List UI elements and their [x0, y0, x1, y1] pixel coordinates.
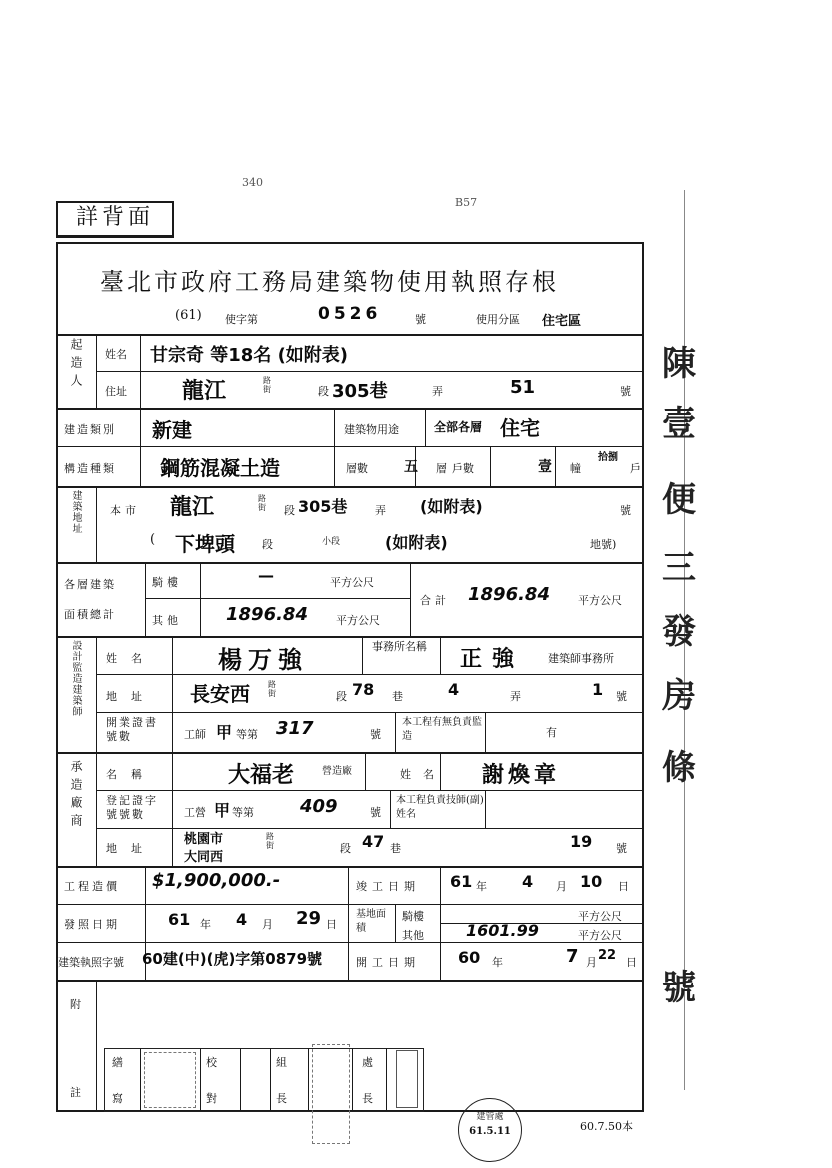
issue-month-label: 月: [262, 918, 273, 931]
round-stamp-text: 建管處: [476, 1112, 504, 1122]
site-lot-value: (如附表): [385, 533, 448, 552]
floors-unit: 層: [436, 462, 447, 475]
footer-code: 60.7.50本: [580, 1120, 633, 1133]
contractor-reg-prefix: 工營: [184, 806, 206, 819]
designer-office-value: 正強: [460, 647, 525, 672]
base-arcade-label: 騎樓: [402, 910, 424, 923]
designer-office-label: 事務所名稱: [372, 640, 427, 653]
permit-number: 0526: [318, 304, 382, 324]
finish-month-label: 月: [556, 880, 567, 893]
designer-license-label: 開業證書號數: [106, 716, 158, 743]
use-floor-note: 全部各層: [434, 420, 483, 434]
contractor-reg-mid: 等第: [232, 806, 254, 819]
designer-name-label: 姓名: [106, 652, 156, 665]
permit-type: 使字第: [225, 313, 258, 326]
floors-label: 層數: [346, 462, 368, 475]
designer-supervise-label: 本工程有無負責監造: [402, 717, 482, 742]
building-label: 幢: [570, 462, 581, 475]
start-day-label: 日: [626, 956, 637, 969]
signoff-char-4: 對: [206, 1092, 217, 1105]
builder-name-label: 姓名: [105, 348, 127, 361]
site-city: 本市: [110, 504, 140, 517]
contractor-section-label: 承造廠商: [69, 760, 83, 832]
start-month: 7: [566, 946, 579, 967]
designer-license-mid: 等第: [236, 728, 258, 741]
site-lot-section-label: 段: [262, 538, 273, 551]
signoff-char-5: 組: [276, 1056, 287, 1069]
builder-alley-label: 弄: [432, 385, 443, 398]
issue-month: 4: [236, 910, 248, 929]
designer-addr-unit: 路街: [268, 680, 276, 698]
designer-section-label: 設計監造建築師: [70, 640, 81, 717]
area-arcade-label: 騎樓: [152, 576, 182, 589]
notes-label-2: 註: [70, 1086, 81, 1099]
area-other-unit: 平方公尺: [336, 614, 380, 627]
designer-lane: 78: [352, 680, 375, 699]
side-char-2: 壹: [662, 404, 696, 444]
contractor-no-label: 號: [616, 842, 627, 855]
permit-stub-frame: [56, 242, 644, 1112]
seal-stamp-1: [144, 1052, 196, 1108]
structure-label: 構造種類: [64, 462, 116, 475]
build-category-label: 建造類別: [64, 423, 116, 436]
builder-section-label: 起造人: [69, 338, 83, 392]
site-no-label: 號: [620, 504, 631, 517]
floors-value: 五: [404, 459, 418, 475]
back-detail-tab: 詳背面: [56, 201, 174, 238]
designer-addr-label: 地址: [106, 690, 156, 703]
designer-license-prefix: 工師: [184, 728, 206, 741]
finish-day-label: 日: [618, 880, 629, 893]
round-stamp-date: 61.5.11: [469, 1126, 511, 1137]
builder-lane-label: 段: [318, 385, 329, 398]
side-char-6: 房: [662, 676, 696, 716]
site-alley-label: 弄: [375, 504, 386, 517]
builder-addr-label: 住址: [105, 385, 127, 398]
designer-supervise-value: 有: [546, 726, 557, 739]
designer-license-grade: 甲: [216, 723, 233, 742]
contractor-addr-label: 地址: [106, 842, 156, 855]
contractor-name-value: 大福老: [228, 763, 295, 788]
zone-label: 使用分區: [476, 313, 520, 326]
base-other-unit: 平方公尺: [578, 929, 622, 942]
finish-year-label: 年: [476, 880, 487, 893]
builder-lane: 305巷: [332, 381, 388, 402]
cost-value: $1,900,000.-: [152, 870, 281, 891]
area-arcade-value: —: [258, 566, 274, 585]
side-char-5: 發: [662, 612, 696, 652]
contractor-person-value: 謝煥章: [482, 763, 561, 788]
start-day: 22: [598, 948, 617, 963]
issue-day-label: 日: [326, 918, 337, 931]
signoff-char-2: 寫: [112, 1092, 123, 1105]
seal-stamp-2: [312, 1044, 350, 1144]
base-other-label: 其他: [402, 929, 424, 942]
builder-alley: 51: [510, 377, 536, 398]
site-lot-label: 地號): [590, 538, 617, 551]
households-label: 戶數: [452, 462, 474, 475]
area-other-label: 其他: [152, 614, 182, 627]
finish-month: 4: [522, 872, 534, 891]
designer-no-label: 號: [616, 690, 627, 703]
area-arcade-unit: 平方公尺: [330, 576, 374, 589]
signoff-char-1: 繕: [112, 1056, 123, 1069]
area-total-label: 合計: [420, 594, 450, 607]
designer-license-suffix: 號: [370, 728, 381, 741]
top-mark-left: 340: [242, 176, 263, 189]
permit-ref-value: 60建(中)(虎)字第0879號: [142, 950, 323, 968]
contractor-person-label: 姓名: [400, 768, 446, 781]
contractor-addr-road: 大同西: [184, 850, 224, 865]
designer-addr-road: 長安西: [190, 682, 250, 706]
permit-suffix: 號: [415, 313, 426, 326]
issue-label: 發照日期: [64, 918, 120, 931]
zone-value: 住宅區: [542, 314, 582, 329]
site-section-label: 建築地址: [70, 490, 81, 534]
signoff-char-8: 長: [362, 1092, 373, 1105]
designer-sec-label: 段: [336, 690, 347, 703]
site-lane-label: 段: [284, 504, 295, 517]
area-label-2: 面積總計: [64, 608, 116, 621]
start-month-label: 月: [586, 956, 597, 969]
use-value: 住宅: [500, 416, 540, 440]
designer-no: 1: [592, 680, 604, 699]
designer-name-value: 楊万強: [218, 646, 308, 674]
designer-alley-label: 弄: [510, 690, 521, 703]
start-year: 60: [458, 948, 481, 967]
signoff-char-7: 處: [362, 1056, 373, 1069]
round-date-stamp: [458, 1098, 522, 1162]
contractor-lane-label: 巷: [390, 842, 401, 855]
contractor-reg-label: 登記證字號號數: [106, 794, 158, 821]
area-other-value: 1896.84: [226, 604, 308, 625]
structure-note: 拾捌: [598, 452, 618, 463]
area-label-1: 各層建築: [64, 578, 116, 591]
contractor-sec-label: 段: [340, 842, 351, 855]
issue-day: 29: [296, 908, 322, 929]
contractor-name-label: 名稱: [106, 768, 156, 781]
contractor-addr-unit: 路街: [266, 832, 274, 850]
signoff-char-3: 校: [206, 1056, 217, 1069]
contractor-name-suffix: 營造廠: [322, 766, 352, 777]
area-total-value: 1896.84: [468, 584, 550, 605]
permit-ref-label: 建築執照字號: [58, 956, 124, 969]
area-total-unit: 平方公尺: [578, 594, 622, 607]
site-road-unit: 路街: [258, 494, 266, 512]
households-value: 壹: [538, 459, 552, 475]
issue-year: 61: [168, 910, 191, 929]
contractor-no: 19: [570, 832, 593, 851]
base-arcade-unit: 平方公尺: [578, 910, 622, 923]
site-lane: 305巷: [298, 497, 348, 516]
contractor-engineer-label: 本工程負責技師(副)姓名: [396, 795, 484, 820]
designer-lane-label: 巷: [392, 690, 403, 703]
builder-addr-road: 龍江: [182, 379, 227, 404]
builder-name-value: 甘宗奇 等18名 (如附表): [150, 345, 349, 366]
document-title: 臺北市政府工務局建築物使用執照存根: [100, 268, 559, 296]
use-label: 建築物用途: [344, 423, 399, 436]
contractor-addr-city: 桃園市: [184, 832, 224, 847]
issue-year-label: 年: [200, 918, 211, 931]
builder-addr-unit: 路街: [263, 376, 271, 394]
contractor-reg-grade: 甲: [214, 801, 231, 820]
builder-no-label: 號: [620, 385, 631, 398]
designer-alley: 4: [448, 680, 460, 699]
site-alley: (如附表): [420, 497, 483, 516]
designer-license-no: 317: [276, 718, 314, 739]
side-char-8: 號: [662, 968, 696, 1008]
side-char-1: 陳: [662, 344, 696, 384]
side-char-7: 條: [662, 748, 696, 788]
contractor-reg-suffix: 號: [370, 806, 381, 819]
top-mark-right: B57: [455, 196, 478, 209]
cost-label: 工程造價: [64, 880, 120, 893]
finish-day: 10: [580, 872, 603, 891]
finish-label: 竣工日期: [356, 880, 420, 893]
base-other-value: 1601.99: [466, 921, 539, 940]
site-road: 龍江: [170, 495, 215, 520]
site-lot-sub-label: 小段: [322, 537, 341, 547]
build-category-value: 新建: [152, 418, 192, 442]
start-label: 開工日期: [356, 956, 420, 969]
designer-office-suffix: 建築師事務所: [548, 652, 614, 665]
permit-prefix: (61): [175, 308, 202, 323]
signoff-char-6: 長: [276, 1092, 287, 1105]
structure-value: 鋼筋混凝土造: [160, 456, 280, 480]
seal-stamp-3: [396, 1050, 418, 1108]
contractor-reg-no: 409: [300, 796, 338, 817]
site-lot-section: 下埤頭: [175, 532, 235, 556]
base-label: 基地面積: [356, 909, 386, 934]
site-lot-prefix: (: [150, 532, 156, 547]
households-unit: 戶: [630, 462, 641, 475]
contractor-lane: 47: [362, 832, 385, 851]
side-char-4: 三: [662, 548, 696, 588]
notes-label-1: 附: [70, 998, 81, 1011]
finish-year: 61: [450, 872, 473, 891]
start-year-label: 年: [492, 956, 503, 969]
side-char-3: 便: [662, 480, 696, 520]
